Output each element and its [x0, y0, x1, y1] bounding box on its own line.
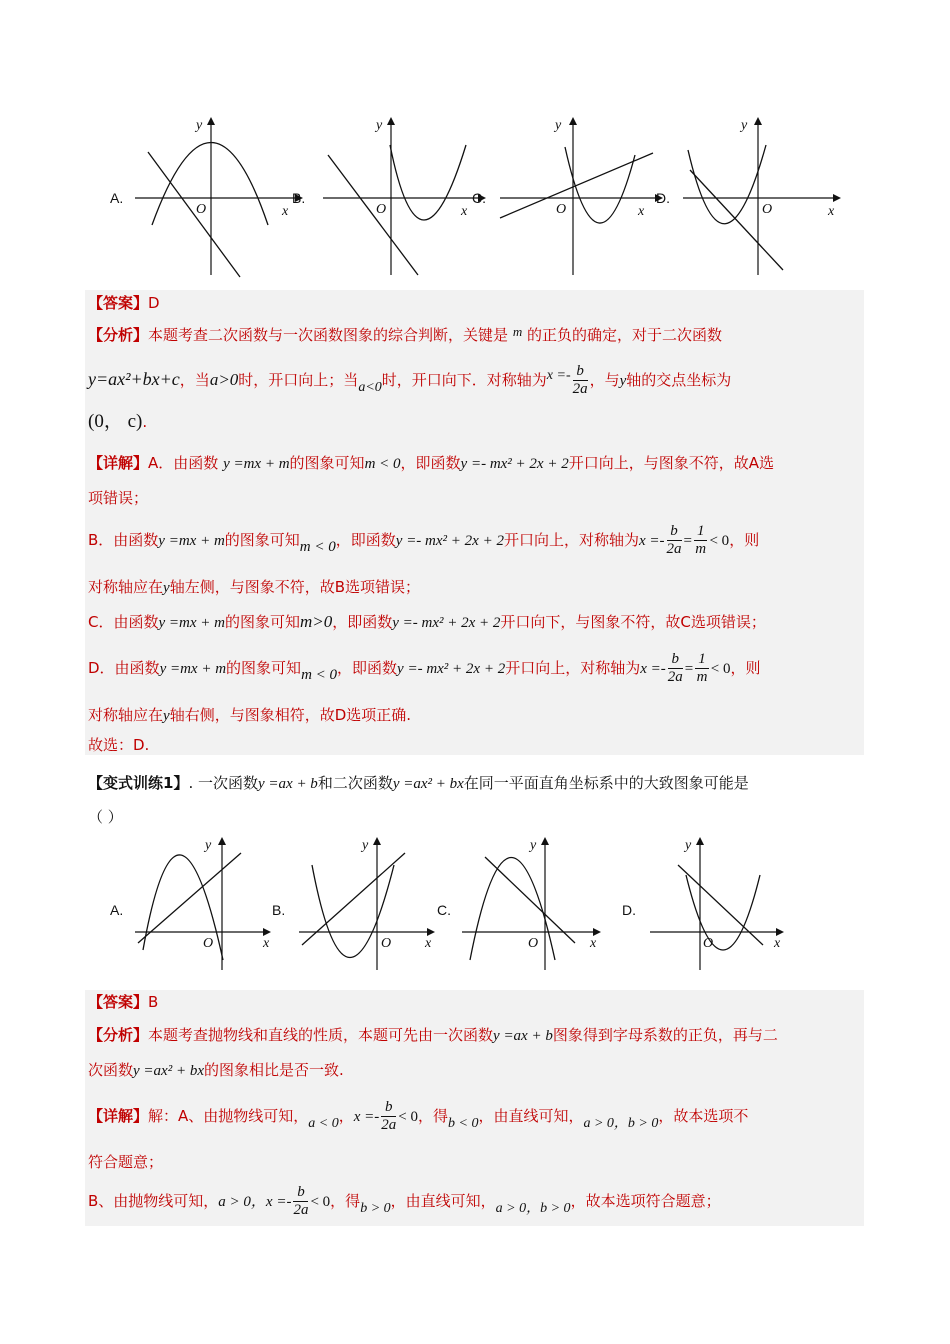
intercept-point: (0， c) [88, 411, 143, 432]
detail-line-a [88, 452, 774, 473]
condition-a-negative: a < 0 [308, 1116, 339, 1131]
option-b-label: B. [292, 190, 306, 206]
detail-text: ，即函数 [400, 454, 461, 472]
frac-den: 2a [381, 1117, 397, 1133]
detail2-line-b [88, 1183, 721, 1227]
condition-m-positive: m>0 [299, 612, 333, 631]
frac-num: 1 [694, 523, 708, 541]
detail-text: B．由函数 [88, 531, 159, 549]
detail-text: ，即函数 [332, 613, 393, 631]
x-axis-label: x [263, 936, 270, 951]
detail-text: ，由直线可知， [478, 1107, 584, 1125]
answer-tag: 【答案】 [88, 993, 149, 1011]
origin-label: O [381, 936, 392, 951]
condition-ab-positive: a > 0，b > 0 [583, 1116, 659, 1131]
graph-top-b [318, 115, 488, 284]
detail-text: 的图象可知 [289, 454, 365, 472]
detail-line-d2 [88, 704, 411, 725]
fraction-b-over-2a [381, 1099, 396, 1134]
detail-text: ，故本选项不 [658, 1107, 749, 1125]
detail-line-c [88, 611, 766, 632]
x-axis-label: x [774, 936, 781, 951]
analysis2-line-1 [88, 1024, 778, 1045]
detail-text: 符合题意； [88, 1153, 164, 1171]
detail2-line-a2 [88, 1151, 163, 1172]
detail-tag: 【详解】 [88, 1107, 149, 1125]
analysis-text: ，当 [179, 371, 210, 389]
quadratic-function: y =ax² + bx [392, 776, 464, 792]
symmetry-axis: x =- [638, 533, 665, 549]
detail-text: B、由抛物线可知， [88, 1192, 219, 1210]
fraction-1-over-m [694, 523, 708, 558]
frac-num: 1 [695, 651, 709, 669]
analysis-text: 时，开口向下．对称轴为 [381, 371, 547, 389]
frac-den: m [695, 541, 707, 557]
linear-function: y =mx + m [159, 661, 227, 677]
fraction-1-over-m [695, 651, 709, 686]
quadratic-function: y =ax² + bx [133, 1063, 204, 1079]
analysis-text: ，与 [589, 371, 620, 389]
origin-label: O [528, 936, 539, 951]
fraction-b-over-2a [293, 1184, 308, 1219]
detail-text: 对称轴应在 [88, 578, 164, 596]
x-axis-label: x [638, 204, 645, 219]
graph-q2-c [460, 835, 610, 974]
math-y: y [163, 580, 170, 596]
question-2-line [88, 772, 749, 793]
y-axis-label: y [530, 838, 537, 853]
answer-line-1 [88, 292, 160, 313]
condition-a-positive-symmetry: a > 0，x =- [218, 1194, 292, 1210]
analysis-text: 次函数 [88, 1061, 134, 1079]
detail-text: D．由函数 [88, 659, 160, 677]
origin-label: O [703, 936, 714, 951]
detail-line-b2 [88, 576, 420, 597]
option-a-label: A. [110, 190, 124, 206]
detail-line-a2 [88, 487, 148, 508]
symmetry-axis: x =- [640, 661, 666, 677]
graph-top-a [130, 115, 300, 284]
conclusion-line [88, 734, 149, 755]
detail-line-d: D．由函数y =mx + m的图象可知m < 0，即函数y =- mx² + 2x + 2开口向上，对称轴为x =- $\frac{b}{2a}$ = $\frac{1}{m}$ < 0，则 [88, 651, 761, 685]
detail-text: ，即函数 [335, 531, 396, 549]
detail-text: 项错误； [88, 489, 149, 507]
frac-den: 2a [572, 381, 588, 397]
q2-option-d-label: D. [622, 902, 636, 918]
analysis-text: 本题考查抛物线和直线的性质，本题可先由一次函数 [148, 1026, 494, 1044]
frac-num: b [667, 523, 682, 541]
frac-num: b [293, 1184, 308, 1202]
q2-option-b-label: B. [272, 902, 286, 918]
analysis-text: 图象得到字母系数的正负，再与二 [552, 1026, 778, 1044]
y-axis-label: y [376, 118, 383, 133]
condition-a-negative: a<0 [358, 380, 382, 395]
detail-text: A．由函数 [148, 454, 219, 472]
linear-function: y =ax + b [493, 1028, 553, 1044]
detail-text: 轴左侧，与图象不符，故B选项错误； [169, 578, 420, 596]
detail-text: 开口向下，与图象不符，故C选项错误； [500, 613, 766, 631]
condition-b-positive: b > 0 [360, 1201, 391, 1216]
quadratic-function: y =- mx² + 2x + 2 [397, 661, 506, 677]
analysis2-line-2 [88, 1059, 344, 1080]
q2-option-a-label: A. [110, 902, 124, 918]
detail-text: ，得 [330, 1192, 361, 1210]
option-c-label: C. [472, 190, 486, 206]
less-than-zero: < 0 [310, 1194, 331, 1210]
detail-text: ，即函数 [337, 659, 398, 677]
detail-text: 开口向上，对称轴为 [505, 659, 641, 677]
q2-option-c-label: C. [437, 902, 451, 918]
analysis-text: 的正负的确定，对于二次函数 [526, 326, 722, 344]
answer-tag: 【答案】 [88, 294, 149, 312]
detail2-line-a [88, 1098, 748, 1142]
question-text: 在同一平面直角坐标系中的大致图象可能是 [463, 774, 749, 792]
y-axis-label: y [205, 838, 212, 853]
quadratic-formula: y=ax²+bx+c [88, 369, 180, 389]
answer-value: D [148, 294, 160, 312]
y-axis-label: y [362, 838, 369, 853]
less-than-zero: < 0 [709, 533, 730, 549]
detail-text: 的图象可知 [226, 659, 302, 677]
less-than-zero: < 0 [710, 661, 731, 677]
variant-training-tag: 【变式训练1】 [88, 774, 189, 792]
condition-m-negative: m < 0 [299, 539, 336, 555]
analysis-line-2 [88, 358, 731, 406]
y-axis-label: y [685, 838, 692, 853]
x-axis-label: x [590, 936, 597, 951]
conclusion-text: 故选：D. [88, 736, 150, 754]
analysis-line-1 [88, 324, 722, 345]
analysis-text: 本题考查二次函数与一次函数图象的综合判断，关键是 [148, 326, 509, 344]
origin-label: O [376, 202, 387, 217]
analysis-tag: 【分析】 [88, 1026, 149, 1044]
y-axis-label: y [196, 118, 203, 133]
quadratic-function: y =- mx² + 2x + 2 [460, 456, 569, 472]
quadratic-function: y =- mx² + 2x + 2 [395, 533, 504, 549]
fraction-b-over-2a [668, 651, 683, 686]
analysis-text: 轴的交点坐标为 [626, 371, 732, 389]
detail-tag: 【详解】 [88, 454, 149, 472]
detail-text: 轴右侧，与图象相符，故D选项正确. [169, 706, 412, 724]
frac-num: b [381, 1099, 396, 1117]
answer-blank: （ ） [88, 808, 123, 826]
linear-function: y =ax + b [258, 776, 318, 792]
analysis-text: . [142, 413, 148, 431]
frac-num: b [573, 363, 588, 381]
symmetry-axis: x =- [353, 1109, 380, 1125]
detail-line-b: B．由函数y =mx + m的图象可知m < 0，即函数y =- mx² + 2x + 2开口向上，对称轴为x =- $\frac{b}{2a}$ = $\frac{1}{m}$ < 0，则 [88, 523, 760, 557]
linear-function: y =mx + m [158, 533, 225, 549]
graph-top-c [495, 115, 670, 284]
detail-text: ，由直线可知， [390, 1192, 496, 1210]
origin-label: O [196, 202, 207, 217]
question-text: . 一次函数 [188, 774, 258, 792]
detail-text: 解：A、由抛物线可知， [148, 1107, 309, 1125]
math-y: y [163, 708, 170, 724]
answer-line-2 [88, 991, 158, 1012]
option-d-label: D. [656, 190, 670, 206]
condition-m-negative: m < 0 [301, 667, 338, 683]
frac-den: 2a [666, 541, 682, 557]
detail-text: ，得 [418, 1107, 449, 1125]
graph-q2-d [648, 835, 798, 974]
analysis-text: 时，开口向上；当 [238, 371, 359, 389]
fraction-b-over-2a [573, 363, 588, 398]
detail-text: 开口向上，对称轴为 [503, 531, 639, 549]
detail-text: C．由函数 [88, 613, 159, 631]
condition-ab-positive: a > 0，b > 0 [495, 1201, 571, 1216]
detail-text: ，则 [729, 531, 760, 549]
x-axis-label: x [461, 204, 468, 219]
fraction-b-over-2a [667, 523, 682, 558]
graph-q2-a [133, 835, 286, 974]
condition-a-positive: a>0 [209, 370, 239, 389]
y-axis-label: y [555, 118, 562, 133]
graph-q2-b [297, 835, 447, 974]
analysis-tag: 【分析】 [88, 326, 149, 344]
x-axis-label: x [828, 204, 835, 219]
detail-text: ，则 [730, 659, 761, 677]
linear-function: y =mx + m [158, 615, 225, 631]
detail-text: 开口向上，与图象不符，故A选 [568, 454, 774, 472]
origin-label: O [762, 202, 773, 217]
frac-num: b [668, 651, 683, 669]
condition-b-negative: b < 0 [448, 1116, 479, 1131]
quadratic-function: y =- mx² + 2x + 2 [392, 615, 501, 631]
origin-label: O [556, 202, 567, 217]
detail-text: 的图象可知 [224, 531, 300, 549]
detail-text: 的图象可知 [224, 613, 300, 631]
question-2-paren [88, 806, 123, 827]
symmetry-axis: x =- [546, 368, 571, 383]
origin-label: O [203, 936, 214, 951]
x-axis-label: x [425, 936, 432, 951]
detail-text: ，故本选项符合题意； [570, 1192, 721, 1210]
detail-text: ， [338, 1107, 354, 1125]
frac-den: 2a [293, 1202, 309, 1218]
graph-top-d [678, 115, 853, 284]
x-axis-label: x [282, 204, 289, 219]
detail-text: 对称轴应在 [88, 706, 164, 724]
analysis-text: 的图象相比是否一致. [203, 1061, 344, 1079]
y-axis-label: y [741, 118, 748, 133]
answer-value: B [148, 993, 159, 1011]
frac-den: 2a [667, 669, 683, 685]
analysis-line-3 [88, 406, 147, 433]
less-than-zero: < 0 [398, 1109, 418, 1125]
linear-function: y =mx + m [223, 456, 290, 472]
frac-den: m [696, 669, 708, 685]
math-y: y [619, 373, 627, 389]
condition-m-negative: m < 0 [364, 456, 401, 472]
question-text: 和二次函数 [317, 774, 393, 792]
math-m: m [512, 324, 523, 339]
